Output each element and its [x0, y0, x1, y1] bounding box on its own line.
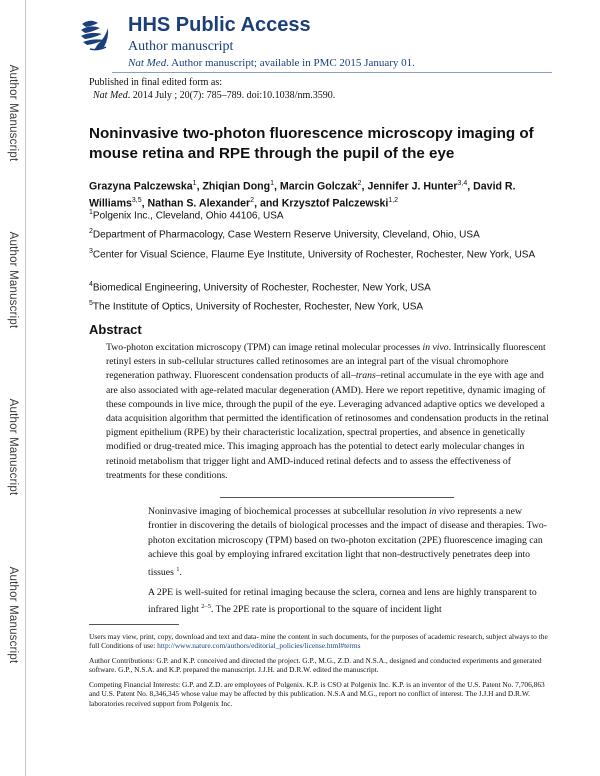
reference-link[interactable]: 1: [176, 565, 180, 573]
body-paragraph: Noninvasive imaging of biochemical processes at subcellular resolution in vivo represents a new frontier in discovering the details of biological processes and the impact of disease and therapies. Two-photon excitation microscopy (TPM) based on two-photon excitation (2PE) fluorescence imaging can achieve this goal by employing infrared excitation light that non-destructively penetrates deep into tissues $^1$.: [148, 506, 547, 578]
author-name: David R. Williams: [89, 180, 516, 210]
footnote-rule: [89, 624, 179, 625]
author-name: Jennifer J. Hunter: [367, 180, 458, 193]
license-link[interactable]: http://www.nature.com/authors/editorial_policies/license.html#terms: [157, 641, 361, 651]
hhs-public-access-title: HHS Public Access: [128, 14, 311, 36]
affiliation: $^1$Polgenix Inc., Cleveland, Ohio 44106, USA: [89, 209, 284, 222]
citation-journal: Nat Med: [93, 90, 128, 101]
abstract-text: Two-photon excitation microscopy (TPM) can image retinal molecular processes in vivo. Intrinsically fluorescent retinyl esters in sub-cellular structures called retinosomes are an integral part of the visual chromophore regeneration pathway. Fluorescent condensation products of all–trans–retinal accumulate in the eye with age and are also associated with age-related macular degeneration (AMD). Here we report repetitive, dynamic imaging of these compounds in live mice, through the pupil of the eye. Leveraging advanced adaptive optics we developed a data acquisition algorithm that permitted the identification of retinosomes and condensation products in the retinal pigment epithelium (RPE) by their characteristic localization, spectral properties, and absence in genetically modified or drug-treated mice. This imaging approach has the potential to detect early molecular changes in retinoid metabolism that trigger light and AMD-induced retinal defects and to assess the effectiveness of treatments for these conditions.: [106, 342, 549, 481]
published-in-label: Published in final edited form as:: [89, 77, 223, 88]
author-name: Nathan S. Alexander: [147, 197, 251, 210]
affiliation: $^3$Center for Visual Science, Flaume Eye Institute, University of Rochester, Rochester, New York, USA: [89, 248, 536, 261]
side-label-author-manuscript: Author Manuscript: [7, 231, 19, 329]
availability-note: Nat Med. Author manuscript; available in PMC 2015 January 01.: [128, 57, 415, 69]
affiliation: $^4$Biomedical Engineering, University of Rochester, Rochester, New York, USA: [89, 281, 431, 294]
author-list: Grazyna Palczewska$^1$, Zhiqian Dong$^1$, Marcin Golczak$^2$, Jennifer J. Hunter$^{3,4}$, David R. Williams$^{3,5}$, Nathan S. Alexander$^2$, and Krzysztof Palczewski$^{1,2}$: [89, 180, 516, 210]
affiliation: $^5$The Institute of Optics, University of Rochester, Rochester, New York, USA: [89, 300, 424, 313]
article-title: Noninvasive two-photon fluorescence microscopy imaging of mouse retina and RPE through the pupil of the eye: [89, 125, 534, 162]
author-name: Krzysztof Palczewski: [281, 197, 389, 210]
reference-link[interactable]: 2–5: [201, 603, 212, 611]
author-manuscript-label: Author manuscript: [128, 39, 234, 54]
header-rule: [112, 72, 552, 73]
journal-name: Nat Med: [128, 57, 167, 69]
body-paragraph: A 2PE is well-suited for retinal imaging because the sclera, cornea and lens are highly transparent to infrared light $^{2-5}$. The 2PE rate is proportional to the square of incident light: [148, 587, 537, 616]
hhs-eagle-logo-icon: [78, 14, 112, 54]
section-rule: [220, 497, 454, 498]
citation: Nat Med. 2014 July ; 20(7): 785–789. doi:10.1038/nm.3590.: [93, 90, 336, 101]
footnote-competing-interests: Competing Financial Interests: G.P. and Z.D. are employees of Polgenix. K.P. is CSO at Polgenix Inc. K.P. is an inventor of the U.S. Patent No. 7,706,863 and U.S. Patent No. 8,346,345 whose value may be affected by this publication. N.S.A and M.G., report no conflict of interest. The J.J.H and D.R.W. laboratories received support from Polgenix Inc.: [89, 680, 545, 708]
side-label-author-manuscript: Author Manuscript: [7, 64, 19, 162]
side-label-author-manuscript: Author Manuscript: [7, 398, 19, 496]
author-name: Zhiqian Dong: [202, 180, 271, 193]
side-label-author-manuscript: Author Manuscript: [7, 566, 19, 664]
affiliation: $^2$Department of Pharmacology, Case Western Reserve University, Cleveland, Ohio, USA: [89, 228, 480, 241]
footnote-contributions: Author Contributions: G.P. and K.P. conceived and directed the project. G.P., M.G., Z.D. and N.S.A., designed and conducted experiments and generated software. G.P., N.S.A. and K.P. prepared the manuscript. J.J.H. and D.R.W. edited the manuscript.: [89, 656, 542, 675]
footnote-usage: Users may view, print, copy, download and text and data- mine the content in such documents, for the purposes of academic research, subject always to the full Conditions of use: http://www.nature.com/authors/editorial_policies/license.html#terms: [89, 632, 548, 651]
abstract-heading: Abstract: [89, 322, 142, 337]
author-name: Marcin Golczak: [279, 180, 358, 193]
author-name: Grazyna Palczewska: [89, 180, 193, 193]
margin-divider: [25, 0, 26, 776]
